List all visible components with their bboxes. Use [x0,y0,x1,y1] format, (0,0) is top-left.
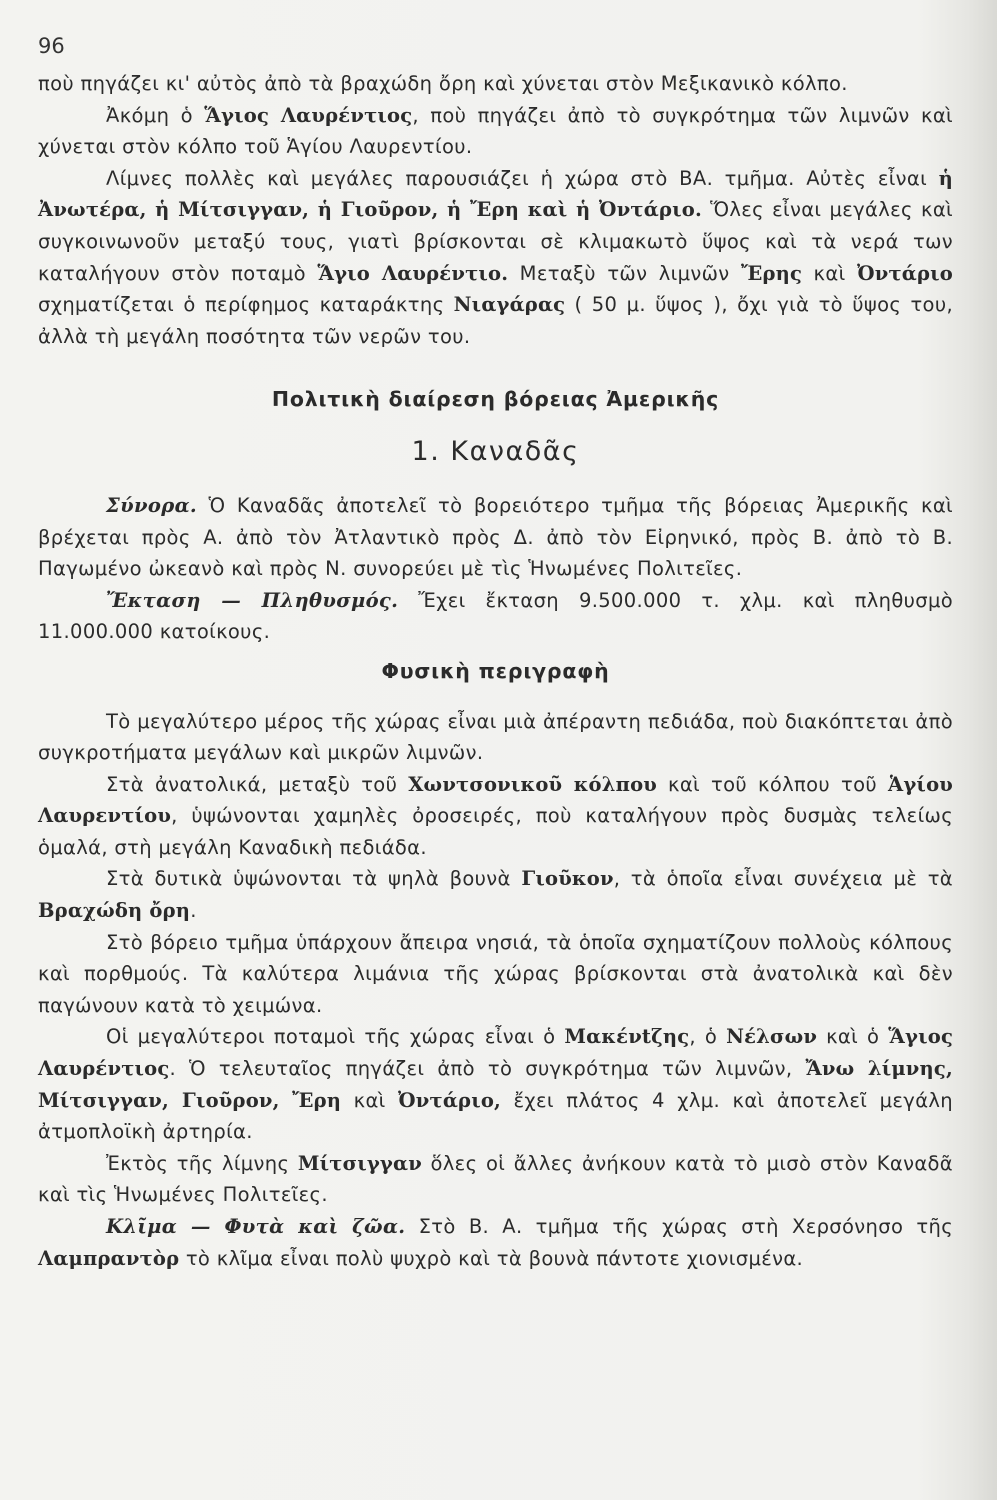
place-name: Ἅγιος Λαυρέντιος [38,1025,954,1081]
text-run: τὸ κλῖμα εἶναι πολὺ ψυχρὸ καὶ τὰ βουνὰ πάντοτε χιονισμένα. [179,1246,804,1270]
text-run: Στὸ Β. Α. τμῆμα τῆς χώρας στὴ Χερσόνησο τῆς [405,1215,953,1238]
text-run: . Ὁ τελευταῖος πηγάζει ἀπὸ τὸ συγκρότημα τῶν λιμνῶν, [169,1057,806,1081]
text-run [280,1089,292,1112]
paragraph [38,163,953,353]
text-run: Στὰ ἀνατολικά, μεταξὺ τοῦ [106,772,409,796]
paragraph [38,706,953,769]
text-run: , τὰ ὁποῖα εἶναι συνέχεια μὲ τὰ [613,867,953,891]
place-name: Νιαγάρας [453,293,566,317]
text-run: ἔχει πλάτος 4 χλμ. καὶ ἀποτελεῖ μεγάλη ἀτμοπλοϊκὴ ἀρτηρία. [38,1088,953,1144]
place-name: Ἔρης [740,261,803,285]
text-run: καὶ [802,261,857,285]
text-run: , ὑψώνονται χαμηλὲς ὀροσειρές, ποὺ καταλήγουν πρὸς δυσμὰς τελείως ὁμαλά, στὴ μεγάλη Καναδικὴ πεδιάδα. [38,804,953,859]
paragraph [38,68,953,100]
text-run: , ποὺ πηγάζει ἀπὸ τὸ συγκρότημα τῶν λιμνῶν καὶ χύνεται στὸν κόλπο τοῦ Ἁγίου Λαυρεντίου. [38,103,954,159]
text-run: Οἱ μεγαλύτεροι ποταμοὶ τῆς χώρας εἶναι ὁ [106,1025,565,1049]
text-run: ποὺ πηγάζει κι' αὐτὸς ἀπὸ τὰ βραχώδη ὄρη καὶ χύνεται στὸν Μεξικανικὸ κόλπο. [38,72,848,95]
place-name: Βραχώδη ὄρη [38,899,191,923]
place-name: Νέλσων [726,1025,818,1049]
place-name: Ἅγιο Λαυρέντιο. [317,261,509,285]
text-run: Ἔχει ἔκταση 9.500.000 τ. χλμ. καὶ πληθυσμὸ 11.000.000 κατοίκους. [38,588,953,644]
section-heading: Πολιτικὴ διαίρεση βόρειας Ἀμερικῆς [271,387,720,412]
page-number: 96 [38,34,65,58]
text-run: Ἐκτὸς τῆς λίμνης [106,1151,298,1175]
text-run: Ὅλες εἶναι μεγάλες καὶ συγκοινωνοῦν μεταξύ τους, γιατὶ βρίσκονται σὲ κλιμακωτὸ ὕψος καὶ τὰ νερά των καταλήγουν στὸν ποταμὸ [38,198,953,285]
place-name: Μακένtζης [564,1025,690,1049]
text-run: Στὰ δυτικὰ ὑψώνονται τὰ ψηλὰ βουνὰ [106,867,522,891]
paragraph-label: Κλῖμα — Φυτὰ καὶ ζῶα. [106,1215,406,1238]
place-name: Ἄνω λίμνης, Μίτσιγγαν, Γιοῦρον, [38,1057,953,1112]
paragraph-label: Ἔκταση — Πληθυσμός. [106,588,399,612]
paragraph [38,863,953,926]
place-name: ἡ Ἀνωτέρα, ἡ Μίτσιγγαν, ἡ Γιοῦρον, ἡ Ἔρη καὶ ἡ Ὀντάριο. [38,166,953,222]
place-name: Χωντσονικοῦ κόλπου [408,772,658,796]
page-text [38,68,953,1274]
paragraph [38,585,953,648]
text-run: Τὸ μεγαλύτερο μέρος τῆς χώρας εἶναι μιὰ ἀπέραντη πεδιάδα, ποὺ διακόπτεται ἀπὸ συγκροτήματα μεγάλων καὶ μικρῶν λιμνῶν. [38,709,953,765]
text-run: Λίμνες πολλὲς καὶ μεγάλες παρουσιάζει ἡ χώρα στὸ ΒΑ. τμῆμα. Αὐτὲς εἶναι [106,166,939,190]
paragraph [38,490,953,585]
text-run: σχηματίζεται ὁ περίφημος καταράκτης [38,293,454,317]
paragraph [38,1148,953,1211]
text-run: Μεταξὺ τῶν λιμνῶν [508,261,741,285]
place-name: Ὀντάριο [856,261,953,285]
paragraph [38,100,953,163]
section-heading: Φυσικὴ περιγραφὴ [381,658,610,683]
place-name: Ἅγιος Λαυρέντιος [204,103,413,127]
text-run: καὶ τοῦ κόλπου τοῦ [657,772,889,796]
paragraph [38,769,953,864]
text-run: καὶ [341,1088,399,1112]
place-name: Ὀντάριο, [398,1088,502,1112]
paragraph [38,927,953,1022]
place-name: Ἔρη [292,1088,342,1112]
paragraph [38,1021,953,1147]
text-run: Ἀκόμη ὁ [106,103,205,127]
text-run: ὅλες οἱ ἄλλες ἀνήκουν κατὰ τὸ μισὸ στὸν Καναδᾶ καὶ τὶς Ἡνωμένες Πολιτεῖες. [38,1151,954,1207]
text-run: ( 50 μ. ὕψος ), ὄχι γιὰ τὸ ὕψος του, ἀλλὰ τὴ μεγάλη ποσότητα τῶν νερῶν του. [38,293,953,348]
text-run: . [190,899,197,923]
paragraph [38,1211,953,1274]
text-run: Ὁ Καναδᾶς ἀποτελεῖ τὸ βορειότερο τμῆμα τῆς βόρειας Ἀμερικῆς καὶ βρέχεται πρὸς Α. ἀπὸ τὸν Ἀτλαντικὸ πρὸς Δ. ἀπὸ τὸν Εἰρηνικό, πρὸς Β. ἀπὸ τὸ Β. Παγωμένο ὠκεανὸ καὶ πρὸς Ν. συνορεύει μὲ τὶς Ἡνωμένες Πολιτεῖες. [38,493,953,581]
paragraph-label: Σύνορα. [106,493,198,517]
country-heading: 1. Καναδᾶς [411,435,580,467]
place-name: Μίτσιγγαν [297,1151,422,1175]
place-name: Λαμπραντὸρ [38,1246,180,1270]
text-run: , ὁ [689,1025,727,1049]
place-name: Γιοῦκον [521,867,614,891]
text-run: Στὸ βόρειο τμῆμα ὑπάρχουν ἄπειρα νησιά, τὰ ὁποῖα σχηματίζουν πολλοὺς κόλπους καὶ πορθμούς. Τὰ καλύτερα λιμάνια τῆς χώρας βρίσκονται στὰ ἀνατολικὰ καὶ δὲν παγώνουν κατὰ τὸ χειμώνα. [38,930,953,1017]
text-run: καὶ ὁ [817,1025,889,1049]
place-name: Ἁγίου Λαυρεντίου [38,772,954,828]
